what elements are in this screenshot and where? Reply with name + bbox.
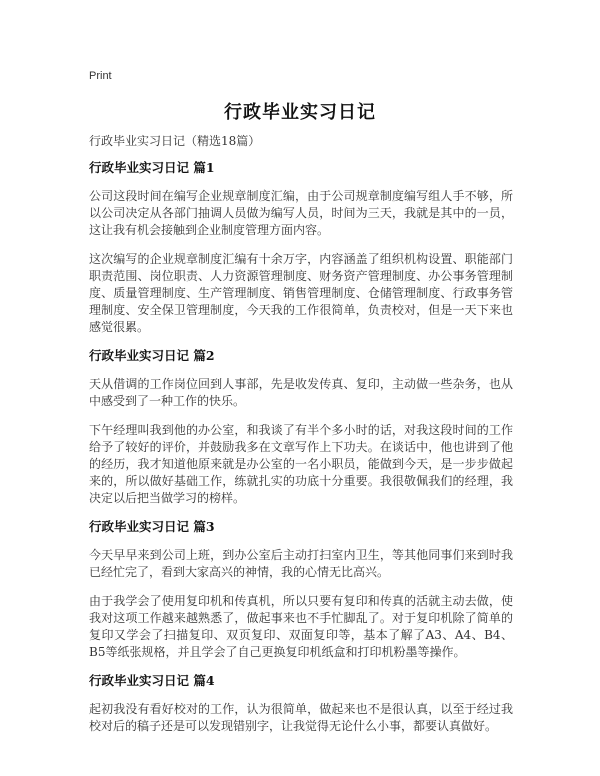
paragraph: 由于我学会了使用复印机和传真机，所以只要有复印和传真的活就主动去做，使我对这项工作越来越熟悉了，做起事来也不手忙脚乱了。对于复印机除了简单的复印又学会了扫描复印、双页复印、双面复印等，基本了解了A3、A4、B4、B5等纸张规格，并且学会了自己更换复印机纸盒和打印机粉墨等操作。	[89, 594, 513, 659]
article-body	[89, 160, 513, 747]
article-section	[89, 348, 513, 507]
section-heading: 行政毕业实习日记 篇2	[89, 348, 215, 363]
print-link[interactable]: Print	[89, 70, 112, 82]
paragraph: 起初我没有看好校对的工作，认为很简单，做起来也不是很认真，以至于经过我校对后的稿子还是可以发现错别字，让我觉得无论什么小事，都要认真做好。	[89, 702, 513, 733]
section-heading: 行政毕业实习日记 篇1	[89, 160, 215, 175]
section-heading: 行政毕业实习日记 篇4	[89, 673, 215, 688]
paragraph: 天从借调的工作岗位回到人事部，先是收发传真、复印，主动做一些杂务，也从中感受到了一种工作的快乐。	[89, 377, 513, 408]
paragraph: 这次编写的企业规章制度汇编有十余万字，内容涵盖了组织机构设置、职能部门职责范围、岗位职责、人力资源管理制度、财务资产管理制度、办公事务管理制度、质量管理制度、生产管理制度、销售管理制度、仓储管理制度、行政事务管理制度、安全保卫管理制度，今天我的工作很简单，负责校对，但是一天下来也感觉很累。	[89, 252, 513, 334]
article-section	[89, 519, 513, 661]
page-subtitle: 行政毕业实习日记（精选18篇）	[89, 134, 261, 148]
paragraph: 下午经理叫我到他的办公室，和我谈了有半个多小时的话，对我这段时间的工作给予了较好的评价，并鼓励我多在文章写作上下功夫。在谈话中，他也讲到了他的经历，我才知道他原来就是办公室的一名小职员，能做到今天，是一步步做起来的，所以做好基础工作，练就扎实的功底十分重要。我很敬佩我们的经理，我决定以后把当做学习的榜样。	[89, 423, 513, 505]
article-section	[89, 160, 513, 336]
page-title: 行政毕业实习日记	[224, 102, 376, 123]
paragraph: 今天早早来到公司上班，到办公室后主动打扫室内卫生，等其他同事们来到时我已经忙完了，看到大家高兴的神情，我的心情无比高兴。	[89, 548, 513, 579]
paragraph: 公司这段时间在编写企业规章制度汇编，由于公司规章制度编写组人手不够，所以公司决定从各部门抽调人员做为编写人员，时间为三天，我就是其中的一员，这让我有机会接触到企业制度管理方面内容。	[89, 189, 513, 237]
section-heading: 行政毕业实习日记 篇3	[89, 519, 215, 534]
article-section	[89, 673, 513, 735]
